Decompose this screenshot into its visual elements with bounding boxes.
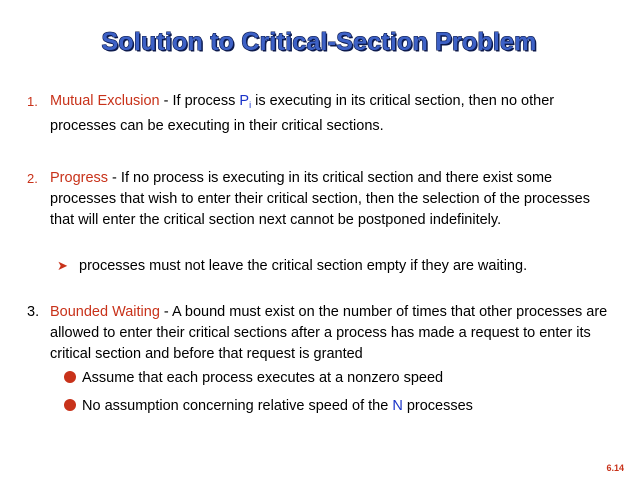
bullet-relative-speed	[64, 396, 473, 417]
item-body	[50, 91, 617, 137]
bullet-nonzero-speed	[64, 368, 443, 389]
item-text: - If no process is executing in its critical section and there exist some processes that wish to enter their critical section, then the selection of the processes that will enter the critical section next cannot be postponed indefinitely.	[50, 170, 590, 228]
item-body	[50, 302, 617, 365]
item-progress	[27, 168, 617, 231]
item-body	[50, 168, 617, 231]
bullet-text: No assumption concerning relative speed of the	[82, 398, 393, 414]
sub-bullet-progress	[57, 255, 527, 277]
item-number: 3.	[27, 304, 40, 320]
term-bounded-waiting: Bounded Waiting	[50, 304, 160, 320]
bullet-text: processes	[402, 398, 473, 414]
circle-bullet-icon	[64, 399, 76, 411]
item-bounded-waiting	[27, 302, 617, 365]
circle-bullet-icon	[64, 371, 76, 383]
term-progress: Progress	[50, 170, 109, 186]
process-variable: P	[239, 93, 250, 109]
item-text: is executing in its critical section, then no other processes can be executing in their critical sections.	[50, 93, 555, 134]
item-number: 1.	[27, 94, 38, 109]
bullet-text: Assume that each process executes at a nonzero speed	[82, 370, 444, 386]
n-variable: N	[392, 398, 403, 414]
term-mutual-exclusion: Mutual Exclusion	[50, 93, 160, 109]
sub-bullet-text: processes must not leave the critical section empty if they are waiting.	[79, 258, 528, 274]
slide-title: Solution to Critical-Section Problem	[101, 28, 537, 56]
item-text: - If process	[159, 93, 240, 109]
process-subscript: i	[249, 100, 252, 110]
item-text: - A bound must exist on the number of times that other processes are allowed to enter their critical sections after a process has made a request to enter its critical section and before that request is granted	[50, 304, 608, 362]
item-mutual-exclusion	[27, 91, 617, 137]
arrow-bullet-icon: ➤	[57, 258, 68, 273]
slide-number: 6.14	[606, 463, 624, 473]
item-number: 2.	[27, 171, 38, 186]
